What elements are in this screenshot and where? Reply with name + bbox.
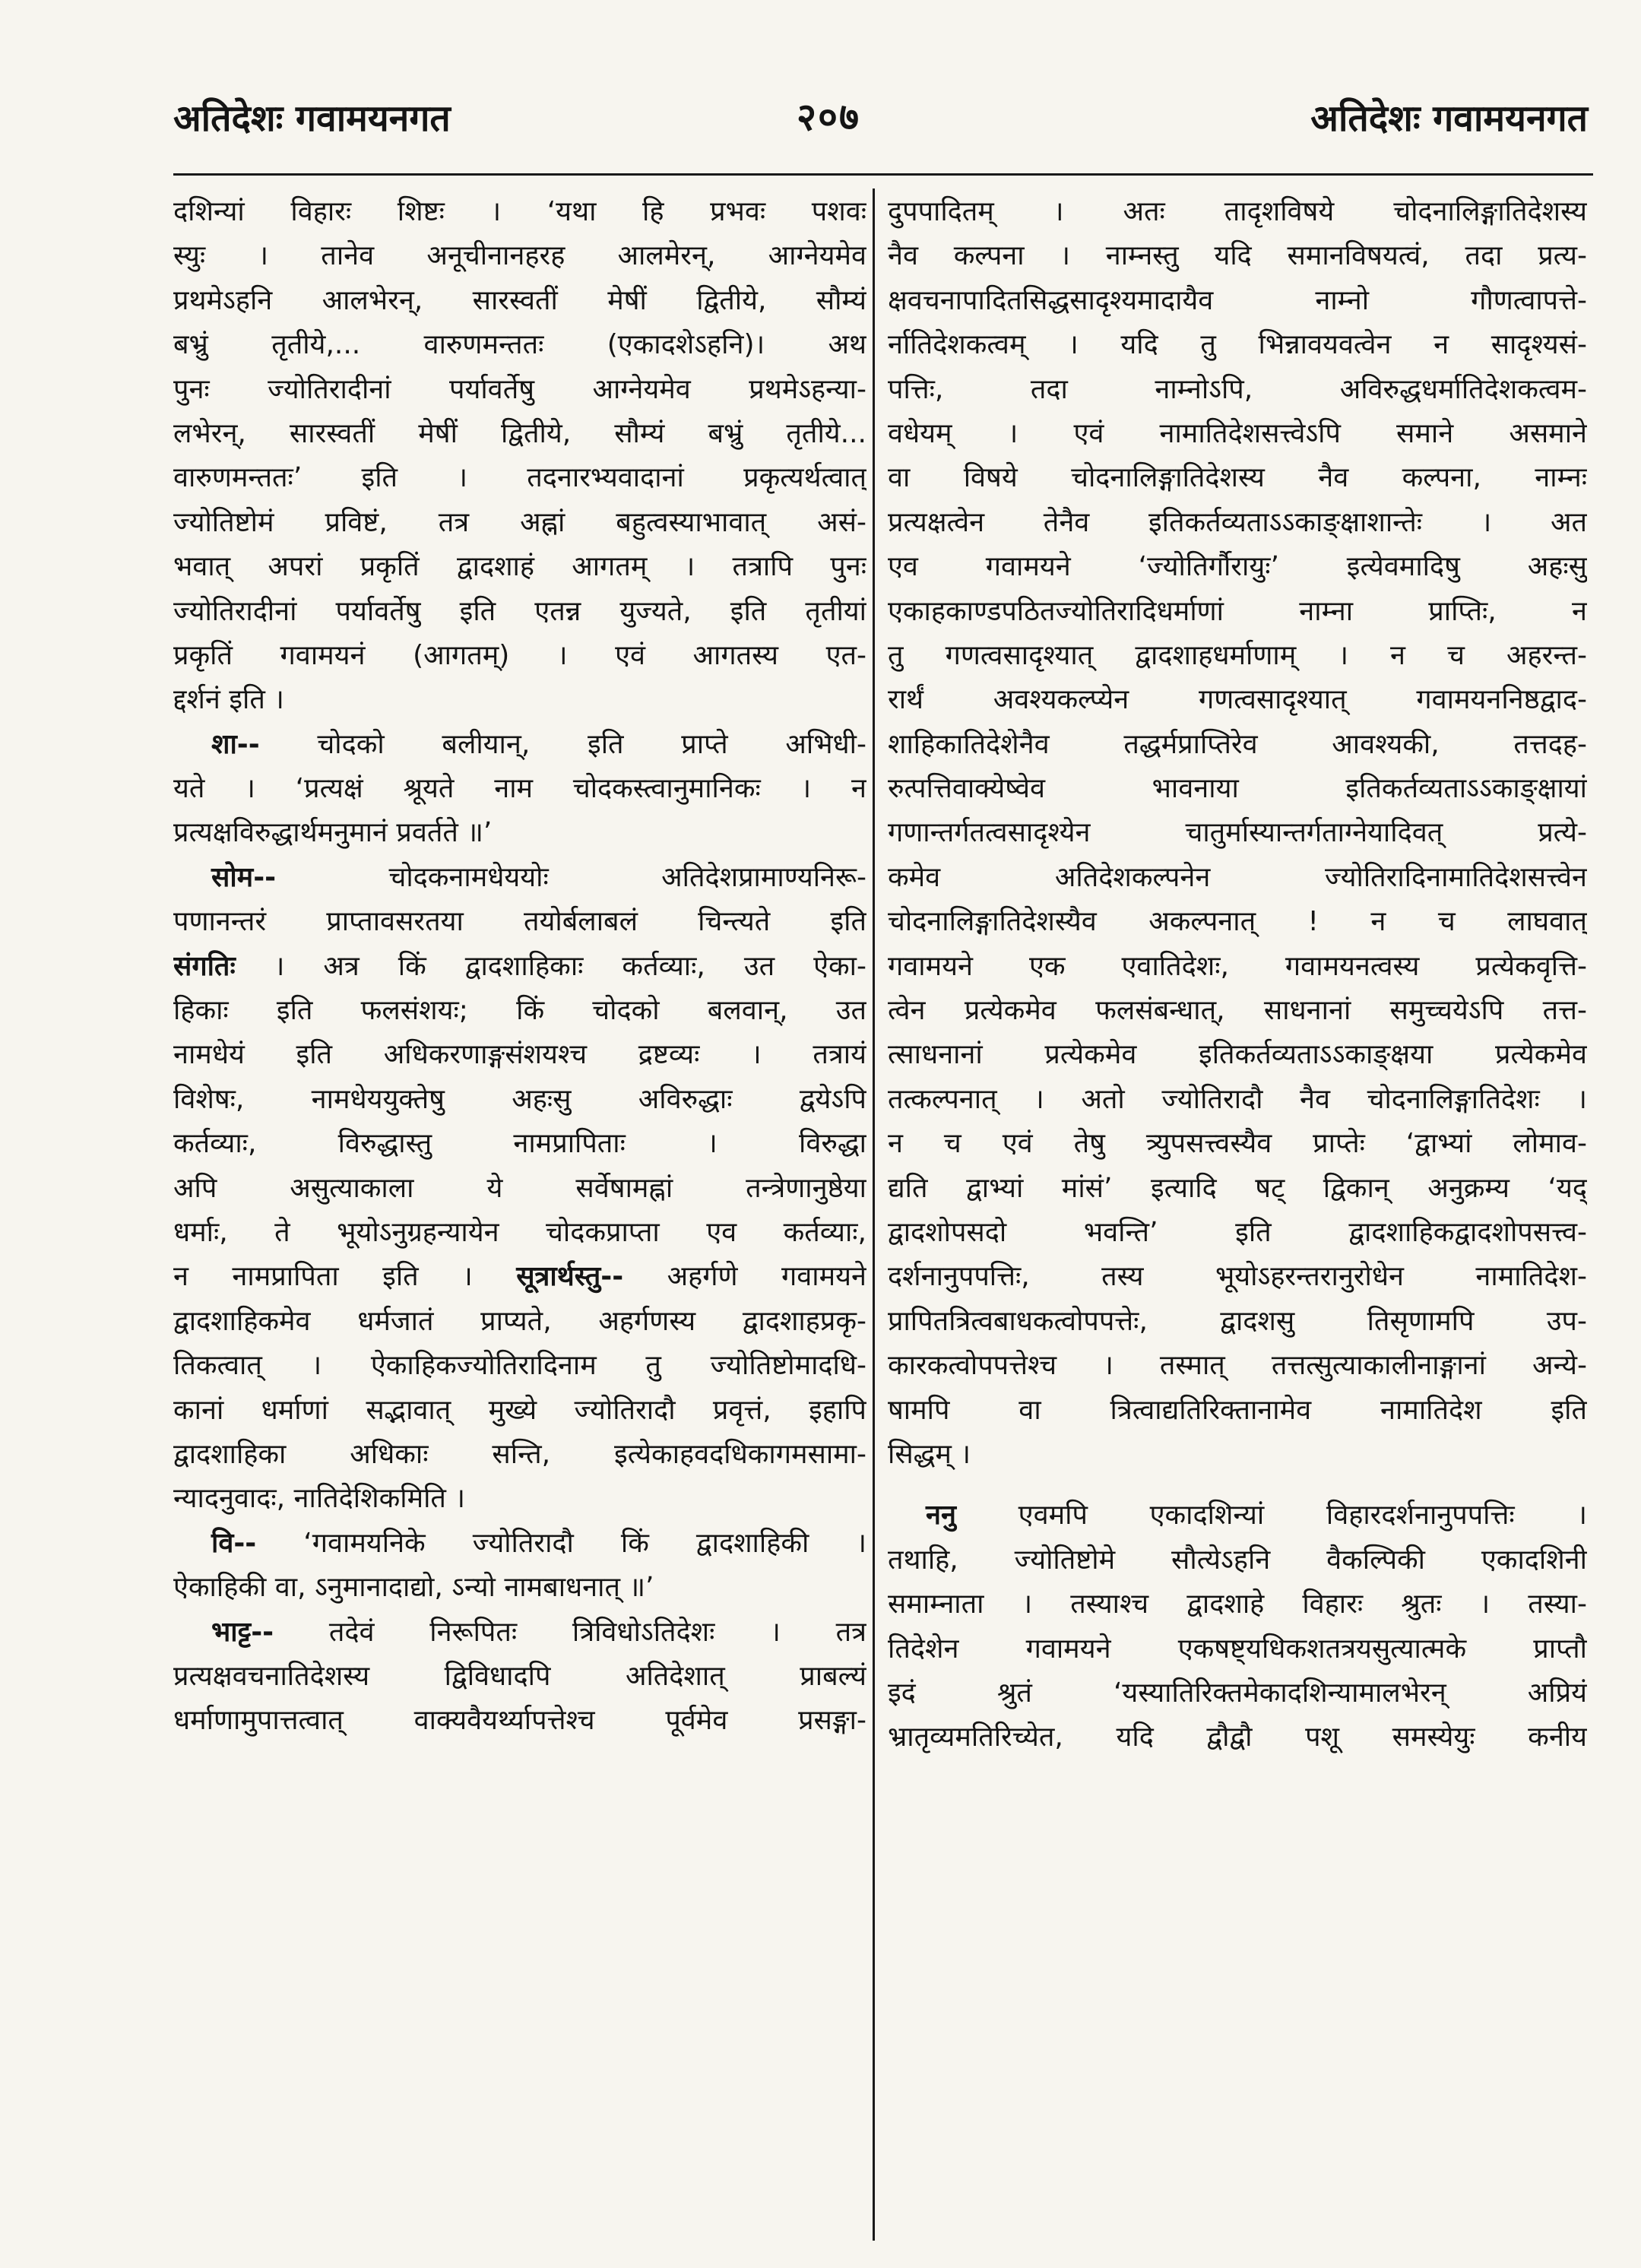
- text-line: [888, 1538, 1587, 1582]
- line-text: नैव कल्पना । नाम्नस्तु यदि समानविषयत्वं, तदा प्रत्य-: [888, 240, 1587, 272]
- line-text: वा विषये चोदनालिङ्गातिदेशस्य नैव कल्पना, नाम्नः: [888, 462, 1587, 494]
- line-text: गणान्तर्गतत्वसादृश्येन चातुर्मास्यान्तर्गताग्नेयादिवत् प्रत्ये-: [888, 817, 1587, 849]
- line-text: द्वादशाहिकमेव धर्मजातं प्राप्यते, अहर्गणस्य द्वादशाहप्रकृ-: [173, 1305, 866, 1337]
- text-line: [173, 1522, 866, 1566]
- line-text: प्रापितत्रित्वबाधकत्वोपपत्तेः, द्वादशसु तिसृणामपि उप-: [888, 1305, 1587, 1337]
- line-text: रुत्पत्तिवाक्येष्वेव भावनाया इतिकर्तव्यताऽऽकाङ्क्षायां: [888, 773, 1587, 805]
- line-text: क्षवचनापादितसिद्धसादृश्यमादायैव नाम्नो गौणत्वापत्ते-: [888, 284, 1587, 316]
- column-divider: [873, 188, 875, 2241]
- text-line: [888, 590, 1587, 634]
- text-line: [888, 545, 1587, 589]
- text-line: [173, 634, 866, 678]
- text-line: [173, 1477, 866, 1521]
- text-line: [888, 1582, 1587, 1627]
- text-line: [173, 1344, 866, 1388]
- bold-lead: सोम--: [211, 861, 277, 893]
- line-text: शाहिकातिदेशेनैव तद्धर्मप्राप्तिरेव आवश्यकी, तत्तदह-: [888, 728, 1587, 760]
- text-line: [173, 1611, 866, 1655]
- line-text: समाम्नाता । तस्याश्च द्वादशाहे विहारः श्रुतः । तस्या-: [888, 1589, 1587, 1620]
- text-line: [173, 1389, 866, 1433]
- text-line: [888, 1033, 1587, 1077]
- text-line: [173, 590, 866, 634]
- header-rule: [173, 173, 1593, 176]
- line-text: । अत्र किं द्वादशाहिकाः कर्तव्याः, उत ऐका-: [274, 950, 866, 982]
- text-line: [173, 767, 866, 811]
- running-header: [0, 85, 1641, 154]
- line-text: न नामप्रापिता इति ।: [173, 1261, 473, 1293]
- line-text: वधेयम् । एवं नामातिदेशसत्त्वेऽपि समाने असमाने: [888, 417, 1587, 449]
- line-text: लभेरन्, सारस्वतीं मेषीं द्वितीये, सौम्यं बभ्रुं तृतीये...: [173, 417, 866, 449]
- text-line: [173, 1211, 866, 1255]
- line-text: गवामयने एक एवातिदेशः, गवामयनत्वस्य प्रत्येकवृत्ति-: [888, 950, 1587, 982]
- line-text: कर्तव्याः, विरुद्धास्तु नामप्रापिताः । विरुद्धा: [173, 1128, 866, 1160]
- line-text: ऐकाहिकी वा, ऽनुमानादाद्यो, ऽन्यो नामबाधनात् ॥’: [173, 1572, 654, 1604]
- line-text: तिकत्वात् । ऐकाहिकज्योतिरादिनाम तु ज्योतिष्टोमादधि-: [173, 1350, 866, 1382]
- line-text: चोदनालिङ्गातिदेशस्यैव अकल्पनात् ! न च लाघवात्: [888, 906, 1587, 938]
- text-line: [173, 234, 866, 278]
- text-line: [173, 279, 866, 323]
- line-text: प्रत्यक्षविरुद्धार्थमनुमानं प्रवर्तते ॥’: [173, 817, 493, 849]
- line-text: विशेषः, नामधेययुक्तेषु अहःसु अविरुद्धाः द्वयेऽपि: [173, 1083, 866, 1115]
- text-line: [888, 1671, 1587, 1715]
- text-line: [888, 1389, 1587, 1433]
- bold-lead: वि--: [211, 1527, 257, 1559]
- line-text: तिदेशेन गवामयने एकषष्ट्यधिकशतत्रयसुत्यात्मके प्राप्तौ: [888, 1633, 1587, 1665]
- text-line: [888, 412, 1587, 456]
- text-line: [173, 1033, 866, 1077]
- text-line: [173, 456, 866, 500]
- text-line: [173, 1300, 866, 1344]
- line-text: दर्शनानुपपत्तिः, तस्य भूयोऽहरन्तरानुरोधेन नामातिदेश-: [888, 1261, 1587, 1293]
- text-line: [173, 811, 866, 855]
- line-text: प्रत्यक्षत्वेन तेनैव इतिकर्तव्यताऽऽकाङ्क्षाशान्तेः । अत: [888, 506, 1587, 538]
- text-line: [888, 1627, 1587, 1671]
- line-text: द्वादशोपसदो भवन्ति’ इति द्वादशाहिकद्वादशोपसत्त्व-: [888, 1216, 1587, 1248]
- header-left-title: अतिदेशः गवामयनगत: [173, 97, 451, 140]
- text-line: [173, 190, 866, 234]
- line-text: रार्थं अवश्यकल्प्येन गणत्वसादृश्यात् गवामयननिष्ठद्वाद-: [888, 684, 1587, 716]
- line-text: प्रथमेऽहनि आलभेरन्, सारस्वतीं मेषीं द्वितीये, सौम्यं: [173, 284, 866, 316]
- bold-lead: शा--: [211, 728, 260, 760]
- text-line: [888, 190, 1587, 234]
- text-line: [888, 1344, 1587, 1388]
- line-text: र्नातिदेशकत्वम् । यदि तु भिन्नावयवत्वेन न सादृश्यसं-: [888, 329, 1587, 361]
- text-line: [888, 900, 1587, 944]
- line-text: अहर्गणे गवामयने: [667, 1261, 866, 1293]
- text-line: [888, 1300, 1587, 1344]
- text-line: [888, 456, 1587, 500]
- text-line: [173, 1433, 866, 1477]
- line-text: ज्योतिरादीनां पर्यावर्तेषु इति एतन्न युज्यते, इति तृतीयां: [173, 595, 866, 627]
- line-text: पत्तिः, तदा नाम्नोऽपि, अविरुद्धधर्मातिदेशकत्वम-: [888, 373, 1587, 405]
- right-column: [888, 190, 1587, 1760]
- text-line: [888, 1122, 1587, 1166]
- text-line: [173, 856, 866, 900]
- line-text: धर्माः, ते भूयोऽनुग्रहन्यायेन चोदकप्राप्ता एव कर्तव्याः,: [173, 1216, 866, 1248]
- text-line: [888, 856, 1587, 900]
- line-text: तदेवं निरूपितः त्रिविधोऽतिदेशः । तत्र: [328, 1616, 866, 1648]
- text-line: [888, 1078, 1587, 1122]
- line-text: स्युः । तानेव अनूचीनानहरह आलमेरन्, आग्नेयमेव: [173, 240, 866, 272]
- text-line: [173, 1566, 866, 1610]
- text-line: [173, 723, 866, 767]
- text-line: [888, 1715, 1587, 1760]
- text-line: [888, 811, 1587, 855]
- line-text: दशिन्यां विहारः शिष्टः । ‘यथा हि प्रभवः पशवः: [173, 196, 866, 227]
- line-text: कमेव अतिदेशकल्पनेन ज्योतिरादिनामातिदेशसत्त्वेन: [888, 861, 1587, 893]
- line-text: दुपपादितम् । अतः तादृशविषये चोदनालिङ्गातिदेशस्य: [888, 196, 1587, 227]
- text-line: [888, 1433, 1587, 1477]
- line-text: पणानन्तरं प्राप्तावसरतया तयोर्बलाबलं चिन्त्यते इति: [173, 906, 866, 938]
- text-line: [173, 323, 866, 367]
- text-line: [888, 723, 1587, 767]
- line-text: अपि असुत्याकाला ये सर्वेषामह्नां तन्त्रेणानुष्ठेया: [173, 1172, 866, 1204]
- line-text: ‘गवामयनिके ज्योतिरादौ किं द्वादशाहिकी ।: [303, 1527, 866, 1559]
- text-line: [888, 678, 1587, 722]
- line-text: सिद्धम् ।: [888, 1438, 971, 1470]
- line-text: पुनः ज्योतिरादीनां पर्यावर्तेषु आग्नेयमेव प्रथमेऽहन्या-: [173, 373, 866, 405]
- text-line: [888, 989, 1587, 1033]
- text-line: [173, 1122, 866, 1166]
- text-line: [173, 1167, 866, 1211]
- line-text: एकाहकाण्डपठितज्योतिरादिधर्माणां नाम्ना प्राप्तिः, न: [888, 595, 1587, 627]
- text-line: [888, 1255, 1587, 1299]
- text-line: [173, 678, 866, 722]
- text-line: [173, 1255, 866, 1299]
- line-text: तु गणत्वसादृश्यात् द्वादशाहधर्माणाम् । न च अहरन्त-: [888, 639, 1587, 671]
- line-text: यते । ‘प्रत्यक्षं श्रूयते नाम चोदकस्त्वानुमानिकः । न: [173, 773, 866, 805]
- line-text: इदं श्रुतं ‘यस्यातिरिक्तमेकादशिन्यामालभेरन् अप्रियं: [888, 1677, 1587, 1709]
- line-text: वारुणमन्ततः’ इति । तदनारभ्यवादानां प्रकृत्यर्थत्वात्: [173, 462, 866, 494]
- line-text: एवमपि एकादशिन्यां विहारदर्शनानुपपत्तिः ।: [1018, 1500, 1587, 1532]
- line-text: हिकाः इति फलसंशयः; किं चोदको बलवान्, उत: [173, 995, 866, 1027]
- paragraph-gap: [888, 1477, 1587, 1494]
- line-text: कारकत्वोपपत्तेश्च । तस्मात् तत्तत्सुत्याकालीनाङ्गानां अन्ये-: [888, 1350, 1587, 1382]
- line-text: एव गवामयने ‘ज्योतिर्गौरायुः’ इत्येवमादिषु अहःसु: [888, 551, 1587, 583]
- text-line: [173, 1699, 866, 1743]
- line-text: षामपि वा त्रित्वाद्यतिरिक्तानामेव नामातिदेश इति: [888, 1394, 1587, 1426]
- line-text: तत्कल्पनात् । अतो ज्योतिरादौ नैव चोदनालिङ्गातिदेशः ।: [888, 1083, 1587, 1115]
- line-text: प्रकृतिं गवामयनं (आगतम्) । एवं आगतस्य एत-: [173, 639, 866, 671]
- line-text: बभ्रुं तृतीये,... वारुणमन्ततः (एकादशेऽहनि)। अथ: [173, 329, 866, 361]
- text-line: [173, 945, 866, 989]
- text-line: [173, 900, 866, 944]
- text-line: [888, 368, 1587, 412]
- text-line: [173, 1655, 866, 1699]
- line-text: ज्योतिष्टोमं प्रविष्टं, तत्र अह्नां बहुत्वस्याभावात् असं-: [173, 506, 866, 538]
- line-text: नामधेयं इति अधिकरणाङ्गसंशयश्च द्रष्टव्यः । तत्रायं: [173, 1039, 866, 1071]
- line-text: त्वेन प्रत्येकमेव फलसंबन्धात्, साधनानां समुच्चयेऽपि तत्त-: [888, 995, 1587, 1027]
- bold-lead: सूत्रार्थस्तु--: [516, 1261, 624, 1293]
- line-text: भ्रातृव्यमतिरिच्येत, यदि द्वौद्वौ पशू समस्येयुः कनीय: [888, 1722, 1587, 1753]
- text-line: [173, 1078, 866, 1122]
- line-text: द्वादशाहिका अधिकाः सन्ति, इत्येकाहवदधिकागमसामा-: [173, 1438, 866, 1470]
- line-text: चोदकनामधेययोः अतिदेशप्रामाण्यनिरू-: [388, 861, 866, 893]
- line-text: न्यादनुवादः, नातिदेशिकमिति ।: [173, 1483, 466, 1515]
- left-column: [173, 190, 866, 1744]
- bold-lead: भाट्ट--: [211, 1616, 274, 1648]
- line-text: धर्माणामुपात्तत्वात् वाक्यवैयर्थ्यापत्तेश्च पूर्वमेव प्रसङ्गा-: [173, 1705, 866, 1737]
- text-line: [888, 767, 1587, 811]
- text-line: [173, 368, 866, 412]
- text-line: [888, 1211, 1587, 1255]
- line-text: चोदको बलीयान्, इति प्राप्ते अभिधी-: [317, 728, 866, 760]
- text-line: [173, 989, 866, 1033]
- line-text: त्साधनानां प्रत्येकमेव इतिकर्तव्यताऽऽकाङ्क्षया प्रत्येकमेव: [888, 1039, 1587, 1071]
- text-line: [888, 945, 1587, 989]
- line-text: भवात् अपरां प्रकृतिं द्वादशाहं आगतम् । तत्रापि पुनः: [173, 551, 866, 583]
- text-line: [888, 1167, 1587, 1211]
- text-line: [888, 323, 1587, 367]
- bold-lead: ननु: [926, 1500, 956, 1532]
- page-number: २०७: [797, 95, 860, 139]
- bold-lead: संगतिः: [173, 950, 236, 982]
- header-right-title: अतिदेशः गवामयनगत: [1310, 97, 1588, 140]
- line-text: प्रत्यक्षवचनातिदेशस्य द्विविधादपि अतिदेशात् प्राबल्यं: [173, 1660, 866, 1692]
- line-text: तथाहि, ज्योतिष्टोमे सौत्येऽहनि वैकल्पिकी एकादशिनी: [888, 1544, 1587, 1576]
- text-line: [888, 234, 1587, 278]
- text-line: [888, 634, 1587, 678]
- line-text: द्यति द्वाभ्यां मांसं’ इत्यादि षट् द्विकान् अनुक्रम्य ‘यद्: [888, 1172, 1587, 1204]
- text-line: [888, 279, 1587, 323]
- text-line: [173, 501, 866, 545]
- line-text: कानां धर्माणां सद्भावात् मुख्ये ज्योतिरादौ प्रवृत्तं, इहापि: [173, 1394, 866, 1426]
- line-text: द्दर्शनं इति ।: [173, 684, 284, 716]
- text-line: [173, 545, 866, 589]
- text-line: [888, 501, 1587, 545]
- text-line: [888, 1494, 1587, 1538]
- text-line: [173, 412, 866, 456]
- line-text: न च एवं तेषु त्र्युपसत्त्वस्यैव प्राप्तेः ‘द्वाभ्यां लोमाव-: [888, 1128, 1587, 1160]
